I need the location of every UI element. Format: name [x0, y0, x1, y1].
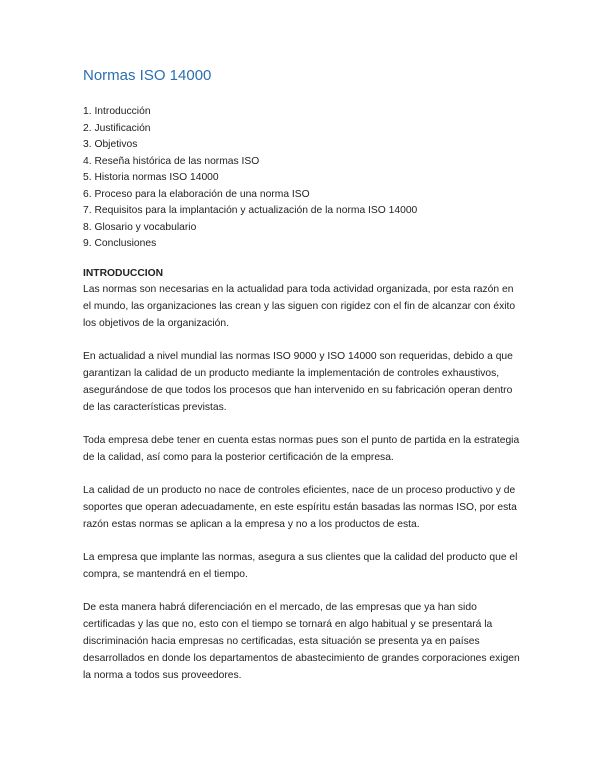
- toc-item: 2. Justificación: [83, 122, 151, 134]
- toc-item: 9. Conclusiones: [83, 238, 157, 249]
- toc-item: 7. Requisitos para la implantación y actualización de la norma ISO 14000: [83, 205, 418, 216]
- table-of-contents: [83, 104, 520, 253]
- document-title: Normas ISO 14000: [83, 67, 212, 84]
- toc-item: 6. Proceso para la elaboración de una norma ISO: [83, 188, 310, 200]
- section-heading: INTRODUCCION: [83, 267, 164, 279]
- toc-item: 8. Glosario y vocabulario: [83, 221, 197, 233]
- paragraph: En actualidad a nivel mundial las normas ISO 9000 y ISO 14000 son requeridas, debido a que garantizan la calidad de un producto mediante la implementación de controles exhaustivos, asegurándose de que todos los procesos que han intervenido en su fabricación operan dentro de las características previstas.: [83, 350, 513, 413]
- paragraph: Las normas son necesarias en la actualidad para toda actividad organizada, por esta razón en el mundo, las organizaciones las crean y las siguen con rigidez con el fin de alcanzar con éxito los objetivos de la organización.: [83, 283, 516, 329]
- paragraph: Toda empresa debe tener en cuenta estas normas pues son el punto de partida en la estrategia de la calidad, así como para la posterior certificación de la empresa.: [83, 434, 520, 463]
- section-body: [83, 281, 520, 684]
- toc-item: 5. Historia normas ISO 14000: [83, 172, 219, 183]
- toc-item: 1. Introducción: [83, 106, 151, 117]
- paragraph: La empresa que implante las normas, asegura a sus clientes que la calidad del producto que el compra, se mantendrá en el tiempo.: [83, 551, 518, 580]
- toc-item: 3. Objetivos: [83, 139, 138, 150]
- paragraph: La calidad de un producto no nace de controles eficientes, nace de un proceso productivo y de soportes que operan adecuadamente, en este espíritu están basadas las normas ISO, por esta razón estas normas se aplican a la empresa y no a los productos de esta.: [83, 484, 517, 530]
- toc-item: 4. Reseña histórica de las normas ISO: [83, 155, 260, 167]
- paragraph: De esta manera habrá diferenciación en el mercado, de las empresas que ya han sido certificadas y las que no, esto con el tiempo se tornará en algo habitual y se presentará la discriminación hacia empresas no certificadas, esta situación se presenta ya en países desarrollados en donde los departamentos de abastecimiento de grandes corporaciones exigen la norma a todos sus proveedores.: [83, 601, 520, 681]
